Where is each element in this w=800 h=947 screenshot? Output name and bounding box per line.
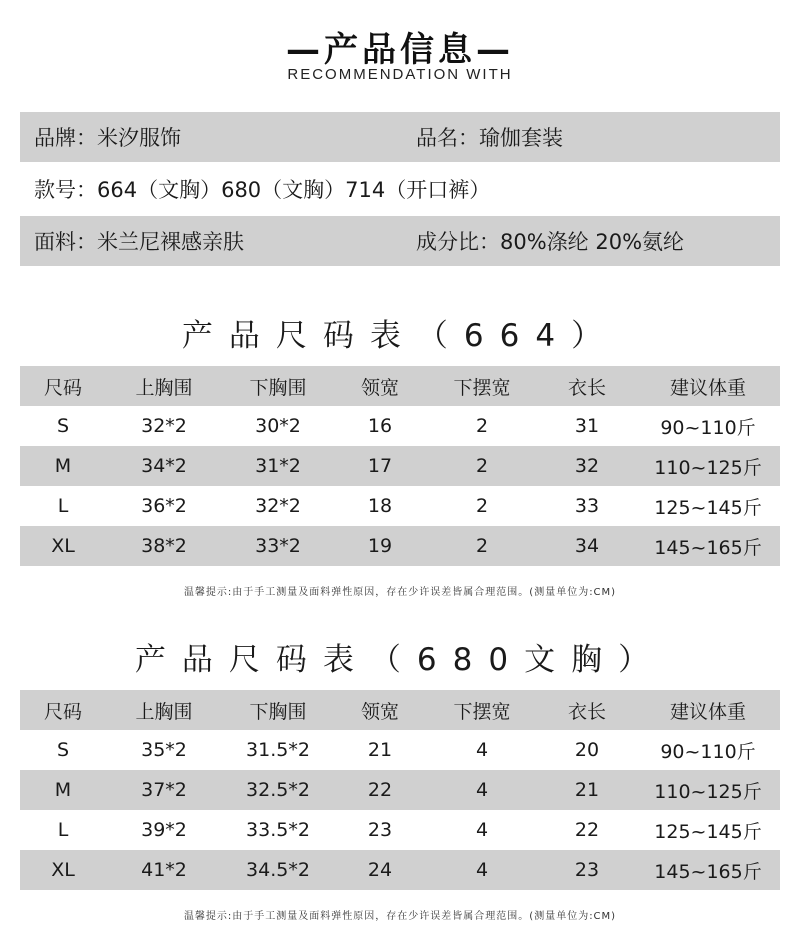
- table-row: [20, 810, 780, 850]
- table-header-cell: 建议体重: [669, 376, 746, 399]
- table-header-cell: 领宽: [360, 700, 399, 723]
- fabric-text: 面料：米兰尼裸感亲肤: [34, 230, 244, 254]
- table-cell: 90~110斤: [660, 740, 756, 763]
- table-cell: S: [56, 739, 70, 761]
- table-cell: 18: [367, 495, 393, 517]
- table-cell: 39*2: [141, 819, 187, 841]
- table-cell: 17: [367, 455, 393, 477]
- table-cell: 24: [367, 859, 393, 881]
- table-header-cell: 下胸围: [249, 376, 307, 399]
- size-table-title: 产品尺码表（664）: [181, 318, 619, 354]
- table-cell: 110~125斤: [654, 456, 762, 479]
- table-cell: 37*2: [141, 779, 187, 801]
- table-cell: 36*2: [141, 495, 187, 517]
- measurement-note: 温馨提示:由于手工测量及面料弹性原因，存在少许误差皆属合理范围。(测量单位为:CM): [183, 587, 617, 598]
- table-cell: 23: [574, 859, 600, 881]
- table-cell: 22: [367, 779, 393, 801]
- size-table-title: 产品尺码表（680文胸）: [134, 642, 666, 678]
- table-cell: 32: [574, 455, 600, 477]
- table-cell: 38*2: [141, 535, 187, 557]
- table-cell: 4: [475, 859, 489, 881]
- info-row-fabric: [20, 216, 780, 266]
- table-row: [20, 850, 780, 890]
- table-header-cell: 下摆宽: [453, 700, 511, 723]
- table-header-cell: 衣长: [567, 700, 606, 723]
- table-cell: L: [57, 819, 69, 841]
- table-cell: 2: [475, 495, 489, 517]
- table-header-cell: 上胸围: [135, 376, 193, 399]
- size-table: [20, 690, 780, 890]
- table-cell: 31: [574, 415, 600, 437]
- table-cell: 2: [475, 415, 489, 437]
- table-cell: 16: [367, 415, 393, 437]
- table-cell: 4: [475, 779, 489, 801]
- table-cell: 41*2: [141, 859, 187, 881]
- table-row: [20, 526, 780, 566]
- table-cell: 30*2: [255, 415, 301, 437]
- table-cell: 35*2: [141, 739, 187, 761]
- table-cell: L: [57, 495, 69, 517]
- table-cell: 33*2: [255, 535, 301, 557]
- style-no-text: 款号：664（文胸）680（文胸）714（开口裤）: [34, 178, 491, 202]
- table-header-cell: 尺码: [43, 376, 82, 399]
- table-cell: 33: [574, 495, 600, 517]
- table-header-row: [20, 366, 780, 406]
- table-header-row: [20, 690, 780, 730]
- info-row-style: [20, 164, 780, 214]
- table-cell: 21: [574, 779, 600, 801]
- table-cell: 145~165斤: [654, 536, 762, 559]
- table-cell: S: [56, 415, 70, 437]
- table-cell: 145~165斤: [654, 860, 762, 883]
- table-cell: 110~125斤: [654, 780, 762, 803]
- table-header-cell: 尺码: [43, 700, 82, 723]
- table-cell: XL: [51, 535, 75, 557]
- info-row-brand: [20, 112, 780, 162]
- table-cell: 31.5*2: [246, 739, 310, 761]
- table-cell: 22: [574, 819, 600, 841]
- table-cell: 32*2: [255, 495, 301, 517]
- table-cell: 21: [367, 739, 393, 761]
- brand-text: 品牌：米汐服饰: [34, 126, 181, 150]
- table-cell: 32*2: [141, 415, 187, 437]
- table-cell: XL: [51, 859, 75, 881]
- table-cell: 34.5*2: [246, 859, 310, 881]
- table-cell: 125~145斤: [654, 496, 762, 519]
- size-table: [20, 366, 780, 566]
- table-header-cell: 衣长: [567, 376, 606, 399]
- table-cell: 33.5*2: [246, 819, 310, 841]
- table-cell: 34*2: [141, 455, 187, 477]
- table-cell: 32.5*2: [246, 779, 310, 801]
- table-cell: 2: [475, 535, 489, 557]
- table-cell: 2: [475, 455, 489, 477]
- table-cell: M: [54, 455, 72, 477]
- table-cell: 90~110斤: [660, 416, 756, 439]
- table-row: [20, 770, 780, 810]
- table-header-cell: 领宽: [360, 376, 399, 399]
- table-cell: 4: [475, 739, 489, 761]
- page-title: —产品信息—: [286, 30, 514, 70]
- product-name-text: 品名：瑜伽套装: [416, 126, 563, 150]
- table-header-cell: 建议体重: [669, 700, 746, 723]
- measurement-note: 温馨提示:由于手工测量及面料弹性原因，存在少许误差皆属合理范围。(测量单位为:CM): [183, 911, 617, 922]
- table-cell: 20: [574, 739, 600, 761]
- table-cell: 23: [367, 819, 393, 841]
- table-cell: M: [54, 779, 72, 801]
- table-cell: 34: [574, 535, 600, 557]
- table-header-cell: 上胸围: [135, 700, 193, 723]
- table-header-cell: 下胸围: [249, 700, 307, 723]
- table-row: [20, 486, 780, 526]
- table-cell: 4: [475, 819, 489, 841]
- table-row: [20, 446, 780, 486]
- page-subtitle: RECOMMENDATION WITH: [287, 66, 513, 83]
- table-cell: 19: [367, 535, 393, 557]
- table-cell: 125~145斤: [654, 820, 762, 843]
- table-row: [20, 730, 780, 770]
- table-header-cell: 下摆宽: [453, 376, 511, 399]
- composition-text: 成分比：80%涤纶 20%氨纶: [416, 230, 685, 254]
- table-cell: 31*2: [255, 455, 301, 477]
- table-row: [20, 406, 780, 446]
